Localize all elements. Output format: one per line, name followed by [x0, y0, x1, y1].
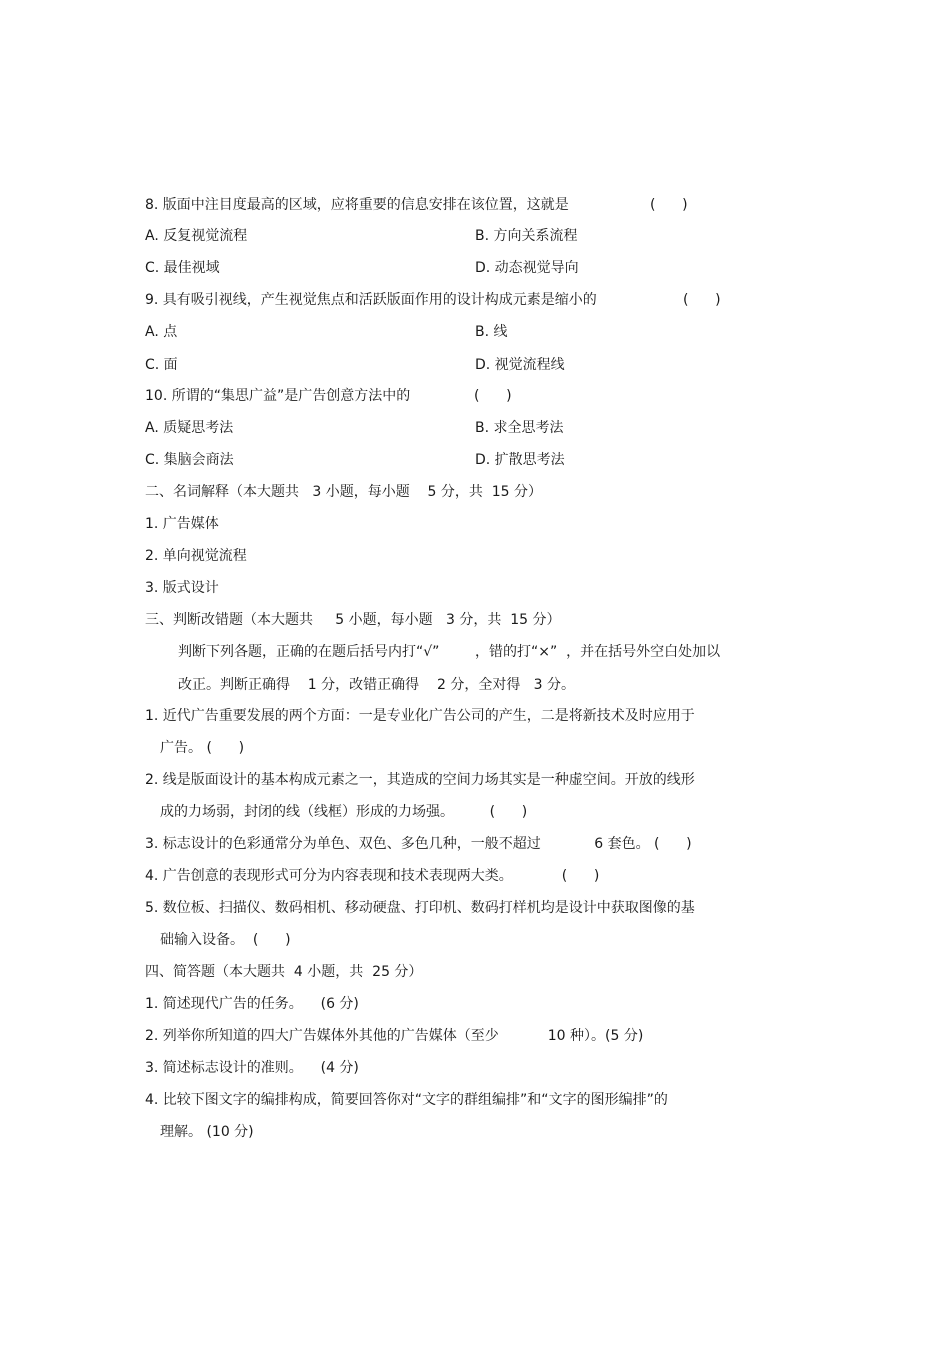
- section-4-q1: 1. 简述现代广告的任务。 (6 分): [145, 996, 359, 1012]
- section-3-q2-line-2: 成的力场弱，封闭的线（线框）形成的力场强。 ( ): [160, 804, 528, 820]
- question-10-option-a: A. 质疑思考法: [145, 420, 234, 436]
- question-8-option-a: A. 反复视觉流程: [145, 228, 248, 244]
- question-10-bracket: ( ): [474, 388, 512, 404]
- question-10-option-c: C. 集脑会商法: [145, 452, 234, 468]
- question-9-bracket: ( ): [683, 292, 721, 308]
- section-4-q3: 3. 简述标志设计的准则。 (4 分): [145, 1060, 359, 1076]
- section-4-title: 四、简答题（本大题共 4 小题，共 25 分）: [145, 964, 423, 980]
- section-3-q2-line-1: 2. 线是版面设计的基本构成元素之一，其造成的空间力场其实是一种虚空间。开放的线形: [145, 772, 695, 788]
- section-3-q5-line-1: 5. 数位板、扫描仪、数码相机、移动硬盘、打印机、数码打样机均是设计中获取图像的基: [145, 900, 695, 916]
- section-4-q4-line-1: 4. 比较下图文字的编排构成，简要回答你对“文字的群组编排”和“文字的图形编排”的: [145, 1092, 668, 1108]
- question-8-stem: 8. 版面中注目度最高的区域，应将重要的信息安排在该位置，这就是: [145, 197, 569, 213]
- question-8-bracket: ( ): [650, 197, 688, 213]
- question-10-option-b: B. 求全思考法: [475, 420, 564, 436]
- question-10-option-d: D. 扩散思考法: [475, 452, 565, 468]
- section-3-title: 三、判断改错题（本大题共 5 小题，每小题 3 分，共 15 分）: [145, 612, 561, 628]
- section-4-q2: 2. 列举你所知道的四大广告媒体外其他的广告媒体（至少 10 种）。(5 分): [145, 1028, 644, 1044]
- question-10-stem: 10. 所谓的“集思广益”是广告创意方法中的: [145, 388, 411, 404]
- section-3-q5-line-2: 础输入设备。 ( ): [160, 932, 291, 948]
- section-3-q1-line-1: 1. 近代广告重要发展的两个方面：一是专业化广告公司的产生，二是将新技术及时应用于: [145, 708, 695, 724]
- section-3-q3: 3. 标志设计的色彩通常分为单色、双色、多色几种，一般不超过 6 套色。 ( ): [145, 836, 692, 852]
- question-9-option-b: B. 线: [475, 324, 508, 340]
- question-8-option-b: B. 方向关系流程: [475, 228, 578, 244]
- section-2-item-2: 2. 单向视觉流程: [145, 548, 247, 564]
- question-9-stem: 9. 具有吸引视线，产生视觉焦点和活跃版面作用的设计构成元素是缩小的: [145, 292, 597, 308]
- question-9-option-d: D. 视觉流程线: [475, 357, 565, 373]
- section-4-q4-line-2: 理解。 (10 分): [160, 1124, 254, 1140]
- question-8-option-d: D. 动态视觉导向: [475, 260, 579, 276]
- section-2-item-1: 1. 广告媒体: [145, 516, 219, 532]
- question-9-option-a: A. 点: [145, 324, 178, 340]
- section-3-q1-line-2: 广告。 ( ): [160, 740, 245, 756]
- section-3-instruction-line-2: 改正。判断正确得 1 分，改错正确得 2 分，全对得 3 分。: [178, 677, 576, 693]
- question-8-option-c: C. 最佳视域: [145, 260, 220, 276]
- section-3-q4: 4. 广告创意的表现形式可分为内容表现和技术表现两大类。 ( ): [145, 868, 600, 884]
- section-3-instruction-line-1: 判断下列各题，正确的在题后括号内打“√” ，错的打“×” ，并在括号外空白处加以: [178, 644, 721, 660]
- question-9-option-c: C. 面: [145, 357, 178, 373]
- section-2-title: 二、名词解释（本大题共 3 小题，每小题 5 分，共 15 分）: [145, 484, 543, 500]
- section-2-item-3: 3. 版式设计: [145, 580, 219, 596]
